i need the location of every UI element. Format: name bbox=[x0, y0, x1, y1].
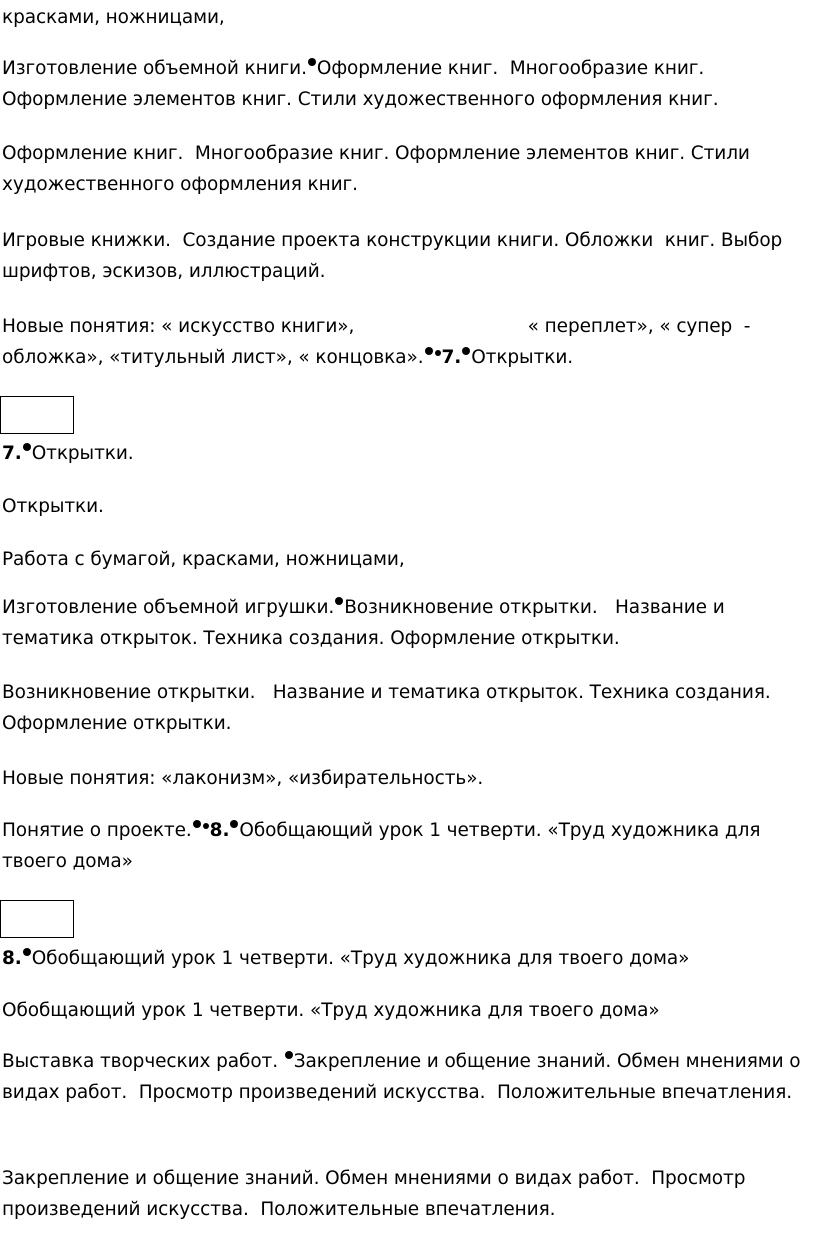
bullet-icon bbox=[285, 1051, 293, 1059]
paragraph-7 bbox=[2, 491, 810, 522]
paragraph-text: Открытки. bbox=[2, 496, 104, 517]
paragraph-text: Изготовление объемной игрушки. bbox=[2, 597, 335, 618]
paragraph-text: Обобщающий урок 1 четверти. «Труд художника для твоего дома» bbox=[31, 948, 690, 969]
bullet-icon bbox=[425, 347, 433, 355]
paragraph-text: Возникновение открытки. Название и тематика открыток. Техника создания. Оформление открытки. bbox=[2, 682, 777, 734]
paragraph-text: Закрепление и общение знаний. Обмен мнениями о видах работ. Просмотр произведений искусства. Положительные впечатления. bbox=[2, 1168, 752, 1220]
paragraph-8 bbox=[2, 544, 810, 575]
bullet-icon bbox=[203, 823, 209, 829]
paragraph-6 bbox=[2, 438, 810, 469]
paragraph-text: Новые понятия: «лаконизм», «избирательность». bbox=[2, 768, 484, 789]
paragraph-3 bbox=[2, 138, 810, 200]
paragraph-15 bbox=[2, 1046, 810, 1108]
paragraph-text: красками, ножницами, bbox=[2, 7, 225, 28]
paragraph-text: Оформление книг. Многообразие книг. Оформление элементов книг. Стили художественного оформления книг. bbox=[2, 58, 719, 110]
section-number: 7. bbox=[441, 347, 462, 368]
paragraph-text: Выставка творческих работ. bbox=[2, 1051, 284, 1072]
section-number: 7. bbox=[2, 443, 22, 464]
paragraph-2 bbox=[2, 53, 810, 115]
bullet-icon bbox=[308, 58, 316, 66]
empty-table-cell bbox=[0, 900, 74, 938]
section-number: 8. bbox=[2, 948, 22, 969]
section-number: 8. bbox=[209, 820, 230, 841]
paragraph-13 bbox=[2, 943, 810, 974]
bullet-icon bbox=[23, 948, 31, 956]
paragraph-text: Обобщающий урок 1 четверти. «Труд художника для твоего дома» bbox=[2, 820, 767, 872]
empty-table-cell bbox=[0, 396, 74, 434]
paragraph-12 bbox=[2, 815, 810, 877]
paragraph-text: Изготовление объемной книги. bbox=[2, 58, 307, 79]
paragraph-text: Понятие о проекте. bbox=[2, 820, 192, 841]
paragraph-5 bbox=[2, 311, 810, 373]
paragraph-10 bbox=[2, 677, 810, 739]
paragraph-text: Новые понятия: « искусство книги», « переплет», « супер - обложка», «титульный лист», « концовка». bbox=[2, 316, 757, 368]
paragraph-11 bbox=[2, 763, 810, 794]
paragraph-text: Закрепление и общение знаний. Обмен мнениями о видах работ. Просмотр произведений искусства. Положительные впечатления. bbox=[2, 1051, 807, 1103]
paragraph-4 bbox=[2, 225, 810, 287]
bullet-icon bbox=[335, 597, 343, 605]
paragraph-14 bbox=[2, 995, 810, 1026]
paragraph-text: Открытки. bbox=[31, 443, 134, 464]
bullet-icon bbox=[435, 350, 441, 356]
bullet-icon bbox=[462, 347, 470, 355]
bullet-icon bbox=[193, 820, 201, 828]
paragraph-16 bbox=[2, 1163, 810, 1225]
bullet-icon bbox=[230, 820, 238, 828]
paragraph-text: Игровые книжки. Создание проекта конструкции книги. Обложки книг. Выбор шрифтов, эскизов, иллюстраций. bbox=[2, 230, 788, 282]
paragraph-text: Открытки. bbox=[471, 347, 574, 368]
paragraph-text: Оформление книг. Многообразие книг. Оформление элементов книг. Стили художественного оформления книг. bbox=[2, 143, 756, 195]
paragraph-text: Возникновение открытки. Название и тематика открыток. Техника создания. Оформление открытки. bbox=[2, 597, 731, 649]
paragraph-text: Обобщающий урок 1 четверти. «Труд художника для твоего дома» bbox=[2, 1000, 660, 1021]
paragraph-1 bbox=[2, 2, 810, 33]
paragraph-text: Работа с бумагой, красками, ножницами, bbox=[2, 549, 405, 570]
paragraph-9 bbox=[2, 592, 810, 654]
bullet-icon bbox=[23, 443, 31, 451]
